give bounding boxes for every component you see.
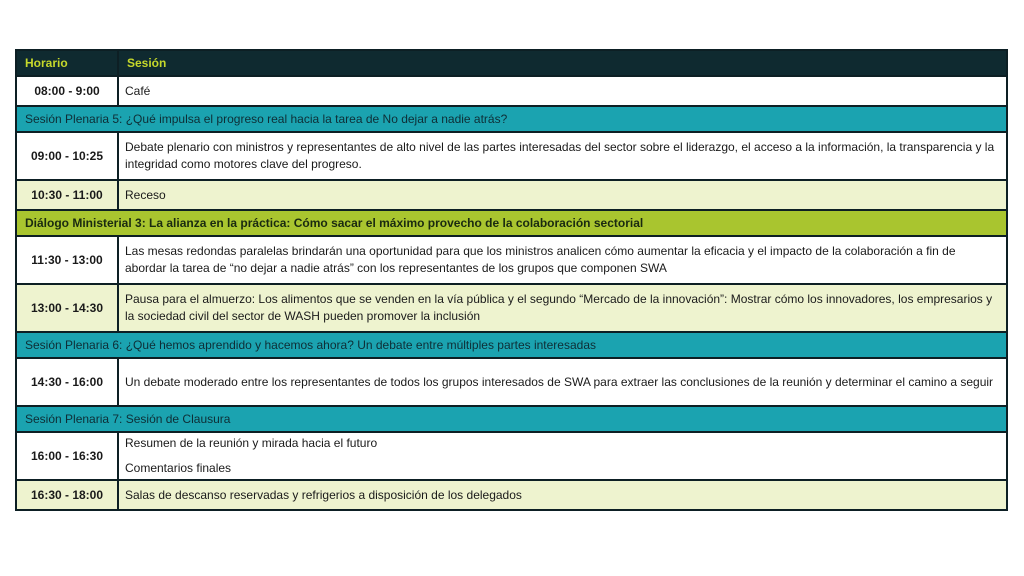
section-title: Sesión Plenaria 7: Sesión de Clausura — [16, 406, 1007, 432]
section-title: Sesión Plenaria 5: ¿Qué impulsa el progreso real hacia la tarea de No dejar a nadie atrás? — [16, 106, 1007, 132]
time-column-header: Horario — [16, 50, 118, 76]
session-cell: Pausa para el almuerzo: Los alimentos que se venden en la vía pública y el segundo “Mercado de la innovación”: Mostrar cómo los innovadores, los empresarios y la sociedad civil del sector de WASH pueden promover la inclusión — [118, 284, 1007, 332]
table-header-row — [16, 50, 1007, 76]
section-row — [16, 210, 1007, 236]
session-line: Resumen de la reunión y mirada hacia el futuro — [125, 436, 378, 450]
session-cell: Un debate moderado entre los representantes de todos los grupos interesados de SWA para extraer las conclusiones de la reunión y determinar el camino a seguir — [118, 358, 1007, 406]
section-row — [16, 332, 1007, 358]
session-line: Comentarios finales — [125, 461, 232, 475]
time-cell: 11:30 - 13:00 — [16, 236, 118, 284]
time-cell: 10:30 - 11:00 — [16, 180, 118, 210]
time-cell: 16:00 - 16:30 — [16, 432, 118, 480]
session-cell: Las mesas redondas paralelas brindarán una oportunidad para que los ministros analicen cómo aumentar la eficacia y el impacto de la colaboración a fin de abordar la tarea de “no dejar a nadie atrás” con los representantes de los grupos que componen SWA — [118, 236, 1007, 284]
time-cell: 09:00 - 10:25 — [16, 132, 118, 180]
time-cell: 14:30 - 16:00 — [16, 358, 118, 406]
section-row — [16, 106, 1007, 132]
session-cell: Receso — [118, 180, 1007, 210]
time-cell: 13:00 - 14:30 — [16, 284, 118, 332]
section-title: Diálogo Ministerial 3: La alianza en la práctica: Cómo sacar el máximo provecho de la colaboración sectorial — [16, 210, 1007, 236]
table-row — [16, 76, 1007, 106]
session-column-header: Sesión — [118, 50, 1007, 76]
table-row — [16, 236, 1007, 284]
session-cell: Salas de descanso reservadas y refrigerios a disposición de los delegados — [118, 480, 1007, 510]
table-row — [16, 132, 1007, 180]
section-title: Sesión Plenaria 6: ¿Qué hemos aprendido y hacemos ahora? Un debate entre múltiples partes interesadas — [16, 332, 1007, 358]
table-row — [16, 284, 1007, 332]
time-cell: 08:00 - 9:00 — [16, 76, 118, 106]
session-cell: Café — [118, 76, 1007, 106]
table-row — [16, 358, 1007, 406]
table-row — [16, 180, 1007, 210]
session-cell: Debate plenario con ministros y representantes de alto nivel de las partes interesadas del sector sobre el liderazgo, el acceso a la información, la transparencia y la integridad como motores clave del progreso. — [118, 132, 1007, 180]
table-row — [16, 480, 1007, 510]
agenda-table — [15, 49, 1008, 511]
table-row — [16, 432, 1007, 480]
section-row — [16, 406, 1007, 432]
time-cell: 16:30 - 18:00 — [16, 480, 118, 510]
session-cell — [118, 432, 1007, 480]
